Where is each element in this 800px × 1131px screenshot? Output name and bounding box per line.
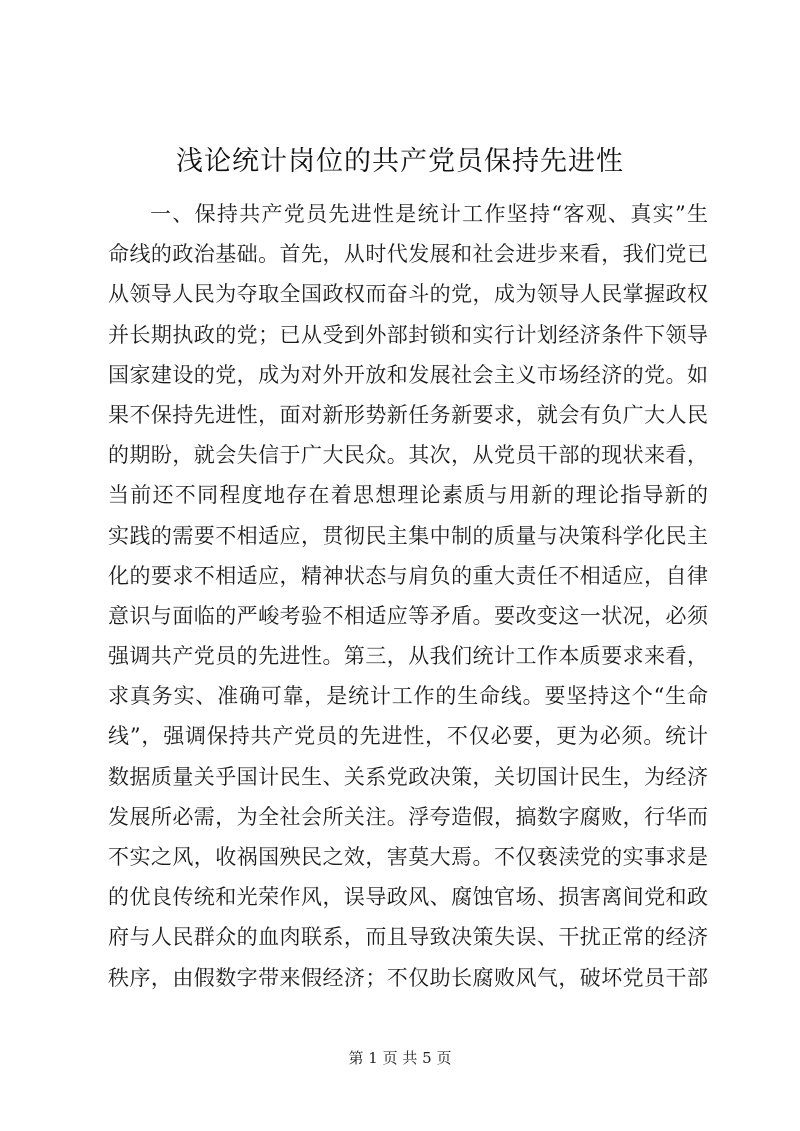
body-line: 一、保持共产党员先进性是统计工作坚持“客观、真实”生 [150, 202, 708, 226]
page-number-footer: 第 1 页 共 5 页 [348, 1049, 452, 1067]
body-line: 数据质量关乎国计民生、关系党政决策，关切国计民生，为经济 [108, 764, 708, 789]
body-line: 府与人民群众的血肉联系，而且导致决策失误、干扰正常的经济 [108, 925, 708, 950]
document-body [108, 194, 708, 998]
body-line: 不实之风，收祸国殃民之效，害莫大焉。不仅亵渎党的实事求是 [108, 845, 708, 869]
body-line: 实践的需要不相适应，贯彻民主集中制的质量与决策科学化民主 [108, 523, 708, 548]
body-line: 的期盼，就会失信于广大民众。其次，从党员干部的现状来看， [108, 443, 708, 468]
body-line: 发展所必需，为全社会所关注。浮夸造假，搞数字腐败，行华而 [108, 804, 708, 829]
body-line: 果不保持先进性，面对新形势新任务新要求，就会有负广大人民 [108, 402, 708, 427]
body-line: 国家建设的党，成为对外开放和发展社会主义市场经济的党。如 [108, 362, 708, 387]
body-line: 秩序，由假数字带来假经济；不仅助长腐败风气，破坏党员干部 [108, 965, 708, 990]
body-line: 强调共产党员的先进性。第三，从我们统计工作本质要求来看， [108, 644, 708, 669]
body-line: 的优良传统和光荣作风，误导政风、腐蚀官场、损害离间党和政 [108, 885, 708, 910]
body-line: 意识与面临的严峻考验不相适应等矛盾。要改变这一状况，必须 [108, 603, 708, 628]
body-line: 并长期执政的党；已从受到外部封锁和实行计划经济条件下领导 [108, 322, 708, 347]
body-line: 命线的政治基础。首先，从时代发展和社会进步来看，我们党已 [108, 242, 708, 267]
document-title: 浅论统计岗位的共产党员保持先进性 [176, 146, 624, 177]
body-line: 线”，强调保持共产党员的先进性，不仅必要，更为必须。统计 [108, 724, 708, 749]
body-line: 求真务实、准确可靠，是统计工作的生命线。要坚持这个“生命 [108, 684, 708, 709]
body-line: 当前还不同程度地存在着思想理论素质与用新的理论指导新的 [108, 483, 708, 508]
body-line: 从领导人民为夺取全国政权而奋斗的党，成为领导人民掌握政权 [108, 282, 708, 307]
body-line: 化的要求不相适应，精神状态与肩负的重大责任不相适应，自律 [108, 563, 708, 588]
